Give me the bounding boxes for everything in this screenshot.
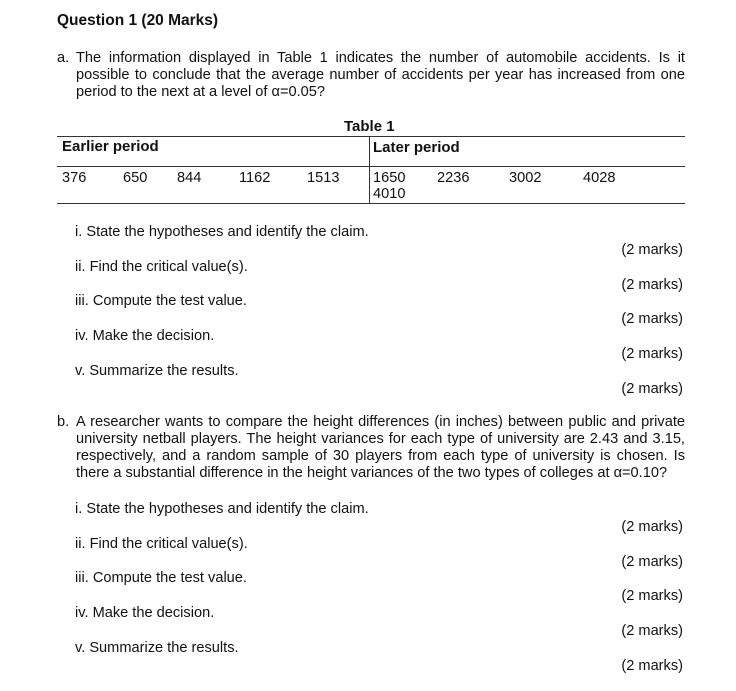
part-a-line-3: period to the next at a level of α=0.05? bbox=[76, 84, 325, 100]
part-b-item-iv: iv. Make the decision. bbox=[75, 605, 215, 621]
part-b-item-v: v. Summarize the results. bbox=[75, 640, 239, 656]
part-b-label: b. bbox=[57, 414, 70, 430]
part-b-marks-iv: (2 marks) bbox=[621, 623, 683, 639]
part-a-line-1: The information displayed in Table 1 indicates the number of automobile accidents. Is it bbox=[76, 50, 685, 66]
table-bottom-rule bbox=[57, 203, 685, 204]
part-b-line-3: respectively, and a random sample of 30 players from each type of university is chosen. Is bbox=[76, 448, 685, 464]
table-cell: 3002 bbox=[509, 170, 542, 186]
table-header-rule bbox=[57, 166, 685, 167]
earlier-period-header: Earlier period bbox=[62, 138, 159, 155]
part-a-marks-v: (2 marks) bbox=[621, 381, 683, 397]
table-cell: 650 bbox=[123, 170, 148, 186]
table-cell: 1162 bbox=[239, 170, 271, 186]
part-b-line-1: A researcher wants to compare the height differences (in inches) between public and private bbox=[76, 414, 685, 430]
part-a-line-2: possible to conclude that the average number of accidents per year has increased from one bbox=[76, 67, 685, 83]
table-cell: 1650 bbox=[373, 170, 406, 186]
part-b-marks-v: (2 marks) bbox=[621, 658, 683, 674]
later-period-header: Later period bbox=[373, 139, 460, 156]
table-cell: 844 bbox=[177, 170, 202, 186]
part-b-marks-i: (2 marks) bbox=[621, 519, 683, 535]
part-a-label: a. bbox=[57, 50, 70, 66]
part-b-item-iii: iii. Compute the test value. bbox=[75, 570, 247, 586]
table-top-rule bbox=[57, 136, 685, 137]
table-cell: 2236 bbox=[437, 170, 470, 186]
table-caption: Table 1 bbox=[344, 118, 395, 135]
part-a-item-v: v. Summarize the results. bbox=[75, 363, 239, 379]
part-a-item-ii: ii. Find the critical value(s). bbox=[75, 259, 248, 275]
table-cell: 376 bbox=[62, 170, 87, 186]
part-b-marks-iii: (2 marks) bbox=[621, 588, 683, 604]
part-a-marks-iii: (2 marks) bbox=[621, 311, 683, 327]
part-a-item-iii: iii. Compute the test value. bbox=[75, 293, 247, 309]
table-cell: 1513 bbox=[307, 170, 340, 186]
part-b-line-4: there a substantial difference in the height variances of the two types of colleges at α=0.10? bbox=[76, 465, 668, 481]
part-a-marks-ii: (2 marks) bbox=[621, 277, 683, 293]
part-b-marks-ii: (2 marks) bbox=[621, 554, 683, 570]
part-a-marks-i: (2 marks) bbox=[621, 242, 683, 258]
question-title: Question 1 (20 Marks) bbox=[57, 12, 219, 29]
part-a-marks-iv: (2 marks) bbox=[621, 346, 683, 362]
table-column-divider bbox=[369, 137, 370, 204]
table-cell: 4028 bbox=[583, 170, 616, 186]
table-cell: 4010 bbox=[373, 186, 406, 202]
part-b-item-ii: ii. Find the critical value(s). bbox=[75, 536, 248, 552]
part-b-item-i: i. State the hypotheses and identify the claim. bbox=[75, 501, 369, 517]
part-a-item-iv: iv. Make the decision. bbox=[75, 328, 215, 344]
part-a-item-i: i. State the hypotheses and identify the claim. bbox=[75, 224, 369, 240]
part-b-line-2: university netball players. The height variances for each type of university are 2.43 and 3.15, bbox=[76, 431, 685, 447]
